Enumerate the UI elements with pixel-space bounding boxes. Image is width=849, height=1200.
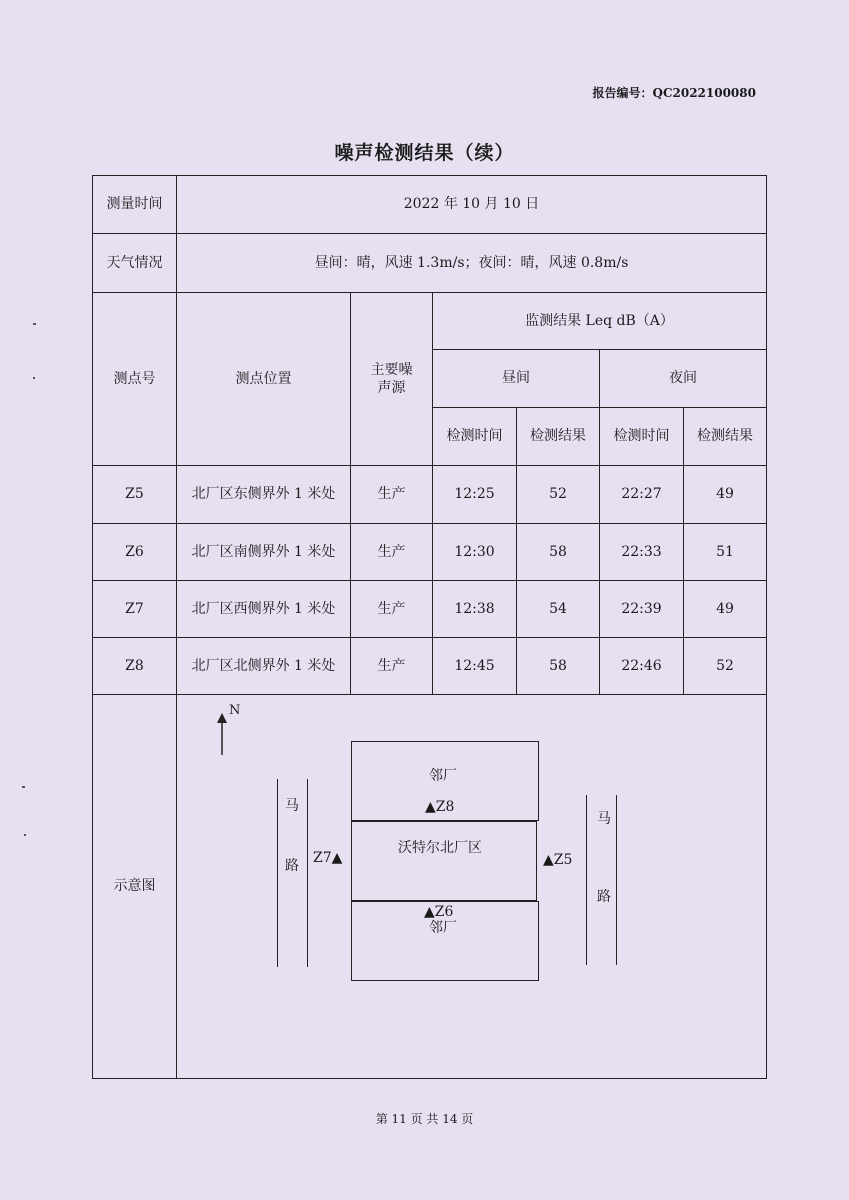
night-value: 52 [684, 638, 767, 695]
point-no: Z7 [93, 581, 177, 638]
night-value: 51 [684, 524, 767, 581]
table-row [93, 466, 767, 524]
date-value: 2022 年 10 月 10 日 [177, 176, 767, 234]
north-label: N [229, 703, 241, 718]
day-time: 12:45 [433, 638, 517, 695]
col-day-value: 检测结果 [517, 408, 600, 466]
scan-speck [33, 377, 35, 379]
report-number: 报告编号：QC2022100080 [592, 86, 756, 100]
point-no: Z5 [93, 466, 177, 524]
point-location: 北厂区北侧界外 1 米处 [177, 638, 351, 695]
west-road-line-2 [307, 779, 308, 967]
col-result-group: 监测结果 Leq dB（A） [433, 293, 767, 350]
noise-source: 生产 [351, 638, 433, 695]
noise-source: 生产 [351, 581, 433, 638]
diagram-cell [177, 695, 767, 1079]
col-night-time: 检测时间 [600, 408, 684, 466]
site-diagram [177, 695, 767, 1079]
col-point-no: 测点号 [93, 293, 177, 466]
page-footer: 第 11 页 共 14 页 [375, 1112, 474, 1126]
scan-speck [33, 323, 36, 325]
neighbor-north-label: 邻厂 [429, 768, 457, 784]
day-time: 12:30 [433, 524, 517, 581]
col-source: 主要噪声源 [351, 293, 433, 466]
east-road-char-1: 马 [597, 811, 611, 827]
point-z6-marker: ▲Z6 [424, 904, 454, 920]
date-row [93, 176, 767, 234]
point-z5-marker: ▲Z5 [543, 852, 573, 868]
east-road-line-2 [616, 795, 617, 965]
col-night: 夜间 [600, 350, 767, 408]
neighbor-south-label: 邻厂 [429, 920, 457, 936]
north-arrow-icon [217, 713, 227, 755]
day-value: 52 [517, 466, 600, 524]
col-night-value: 检测结果 [684, 408, 767, 466]
night-time: 22:27 [600, 466, 684, 524]
table-row [93, 638, 767, 695]
point-location: 北厂区西侧界外 1 米处 [177, 581, 351, 638]
scan-speck [24, 834, 26, 836]
point-location: 北厂区南侧界外 1 米处 [177, 524, 351, 581]
weather-row [93, 234, 767, 293]
plant-label: 沃特尔北厂区 [398, 840, 482, 856]
day-value: 58 [517, 638, 600, 695]
point-no: Z6 [93, 524, 177, 581]
day-value: 54 [517, 581, 600, 638]
day-time: 12:38 [433, 581, 517, 638]
point-z8-marker: ▲Z8 [425, 799, 455, 815]
west-road-char-2: 路 [285, 858, 299, 874]
east-road-char-2: 路 [597, 889, 611, 905]
night-value: 49 [684, 466, 767, 524]
weather-label: 天气情况 [93, 234, 177, 293]
day-time: 12:25 [433, 466, 517, 524]
weather-value: 昼间：晴，风速 1.3m/s；夜间：晴，风速 0.8m/s [177, 234, 767, 293]
east-road-line-1 [586, 795, 587, 965]
night-time: 22:33 [600, 524, 684, 581]
table-row [93, 524, 767, 581]
scan-speck [22, 786, 25, 788]
point-no: Z8 [93, 638, 177, 695]
night-time: 22:39 [600, 581, 684, 638]
diagram-row [93, 695, 767, 1079]
day-value: 58 [517, 524, 600, 581]
point-location: 北厂区东侧界外 1 米处 [177, 466, 351, 524]
col-location: 测点位置 [177, 293, 351, 466]
header-row-1 [93, 293, 767, 350]
night-value: 49 [684, 581, 767, 638]
col-day-time: 检测时间 [433, 408, 517, 466]
noise-source: 生产 [351, 524, 433, 581]
table-row [93, 581, 767, 638]
night-time: 22:46 [600, 638, 684, 695]
col-day: 昼间 [433, 350, 600, 408]
noise-source: 生产 [351, 466, 433, 524]
west-road-line-1 [277, 779, 278, 967]
west-road-char-1: 马 [285, 798, 299, 814]
plant-north-area [351, 821, 537, 901]
page-title: 噪声检测结果（续） [334, 142, 515, 164]
point-z7-marker: Z7▲ [313, 850, 343, 866]
diagram-label: 示意图 [93, 695, 177, 1079]
noise-result-table [92, 175, 767, 1079]
date-label: 测量时间 [93, 176, 177, 234]
